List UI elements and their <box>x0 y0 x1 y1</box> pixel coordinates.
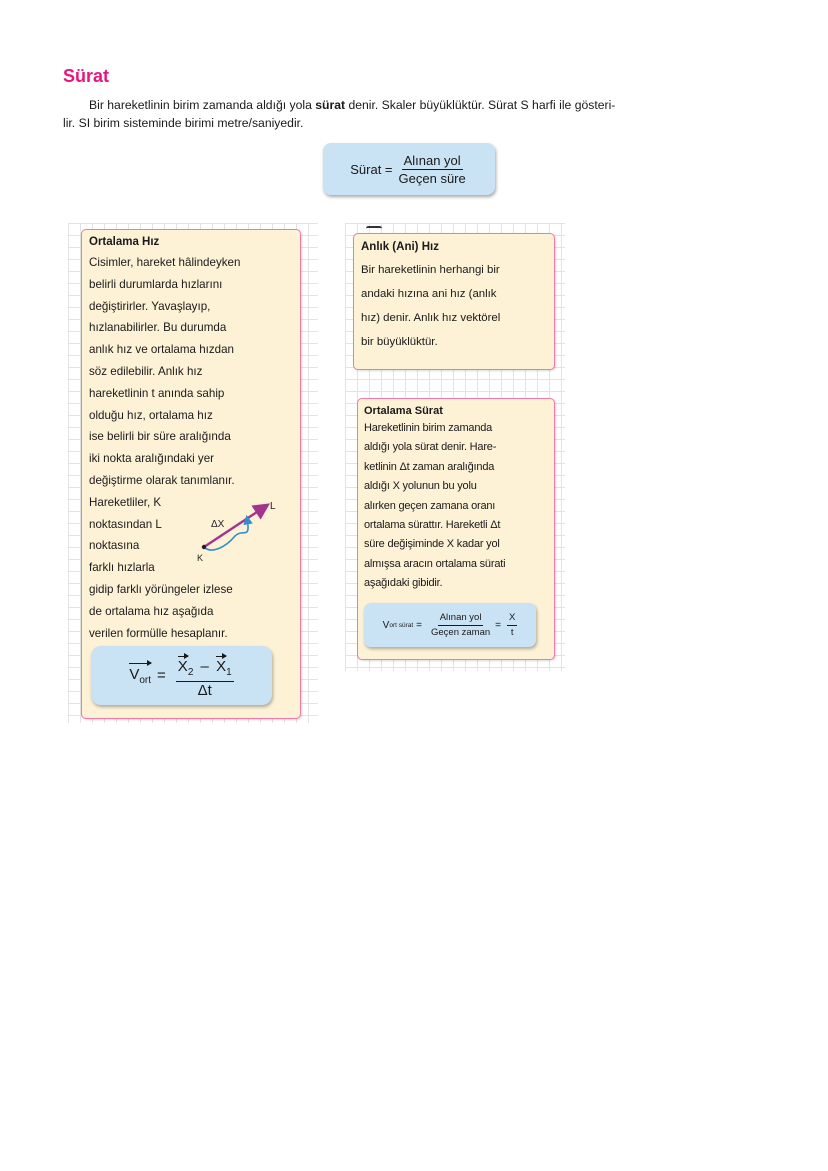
symbol-x1: X <box>216 658 227 675</box>
text-line: verilen formülle hesaplanır. <box>89 626 228 640</box>
label-l: L <box>270 501 276 512</box>
text-line: aldığı yola sürat denir. Hare- <box>364 441 497 454</box>
intro-text: Bir hareketlinin birim zamanda aldığı yola <box>89 98 316 112</box>
text-line: süre değişiminde X kadar yol <box>364 538 500 551</box>
text-line: Hareketlinin birim zamanda <box>364 422 493 434</box>
equals-sign: = <box>157 667 166 684</box>
formula-lhs: Sürat = <box>350 161 393 177</box>
vector-x2 <box>178 659 188 674</box>
surat-formula <box>323 143 495 195</box>
text-line: değiştirirler. Yavaşlayıp, <box>89 299 211 313</box>
intro-text: denir. Skaler büyüklüktür. Sürat S harfi ile gösteri- <box>345 98 616 112</box>
equals-sign: = <box>495 619 501 631</box>
symbol-v: V <box>129 665 140 683</box>
text-line: farklı hızlarla <box>89 561 155 575</box>
text-line: de ortalama hız aşağıda <box>89 604 214 618</box>
vort-numerator <box>176 653 234 682</box>
surat-numerator: Alınan yol <box>438 612 484 626</box>
subscript-2: 2 <box>187 667 194 678</box>
ortalama-surat-formula <box>364 603 536 647</box>
vector-x1 <box>216 659 226 674</box>
text-line: hızlanabilirler. Bu durumda <box>89 321 227 335</box>
box-body <box>364 419 548 594</box>
text-line: bir büyüklüktür. <box>361 336 438 348</box>
equals-sign: = <box>416 619 422 631</box>
text-line: ise belirli bir süre aralığında <box>89 430 231 444</box>
t-denominator: t <box>510 626 514 638</box>
text-line: ortalama sürattır. Hareketli Δt <box>364 519 501 532</box>
text-line: anlık hız ve ortalama hızdan <box>89 343 235 357</box>
surat-denominator: Geçen zaman <box>431 626 491 638</box>
label-delta-x: ΔX <box>211 519 225 530</box>
box-body <box>89 252 293 644</box>
x-numerator: X <box>507 612 517 626</box>
text-line: Cisimler, hareket hâlindeyken <box>89 256 241 269</box>
text-line: hız) denir. Anlık hız vektörel <box>361 312 501 324</box>
anlik-hiz-box <box>353 233 555 370</box>
text-line: almışsa aracın ortalama sürati <box>364 557 506 570</box>
text-line: andaki hızına ani hız (anlık <box>361 288 497 300</box>
label-k: K <box>197 553 204 563</box>
intro-paragraph <box>63 96 733 132</box>
point-k <box>202 545 206 549</box>
symbol-x2: X <box>177 658 188 675</box>
ortalama-hiz-formula <box>91 646 272 705</box>
intro-bold-term: sürat <box>315 98 346 112</box>
vort-fraction <box>176 653 234 698</box>
symbol-v: V <box>382 619 390 631</box>
text-line: belirli durumlarda hızlarını <box>89 277 223 291</box>
intro-line-2: lir. SI birim sisteminde birimi metre/saniyedir. <box>63 116 304 130</box>
subscript-ort: ort <box>139 674 152 686</box>
formula-denominator: Geçen süre <box>398 170 466 186</box>
text-line: olduğu hız, ortalama hız <box>89 408 213 422</box>
displacement-diagram <box>195 496 285 566</box>
box-title: Anlık (Ani) Hız <box>361 241 439 253</box>
text-line: gidip farklı yörüngeler izlese <box>89 582 233 596</box>
text-line: değiştirme olarak tanımlanır. <box>89 473 235 487</box>
decorative-tick <box>366 226 382 231</box>
text-line: Bir hareketlinin herhangi bir <box>361 264 500 276</box>
text-line: ketlinin Δt zaman aralığında <box>364 460 495 473</box>
text-line: aşağıdaki gibidir. <box>364 577 443 590</box>
vort-denominator: Δt <box>197 682 212 699</box>
text-line: alırken geçen zamana oranı <box>364 499 496 512</box>
box-body <box>361 258 547 354</box>
text-line: hareketlinin t anında sahip <box>89 386 225 400</box>
formula-fraction <box>397 153 468 186</box>
text-line: söz edilebilir. Anlık hız <box>89 364 203 378</box>
box-title: Ortalama Hız <box>89 236 160 248</box>
intro-line-1 <box>63 96 733 114</box>
vector-v <box>129 666 151 686</box>
subscript-ort-surat: ort sürat <box>389 621 414 629</box>
surat-fraction <box>429 612 492 639</box>
text-line: aldığı X yolunun bu yolu <box>364 480 477 493</box>
x-over-t-fraction <box>507 612 517 639</box>
box-title: Ortalama Sürat <box>364 405 443 417</box>
page-title: Sürat <box>63 66 110 86</box>
minus-sign: – <box>200 658 209 675</box>
text-line: Hareketliler, K <box>89 495 162 509</box>
formula-numerator: Alınan yol <box>403 152 461 168</box>
text-line: noktasına <box>89 539 140 553</box>
subscript-1: 1 <box>226 667 232 678</box>
text-line: iki nokta aralığındaki yer <box>89 452 215 466</box>
text-line: noktasından L <box>89 517 162 531</box>
